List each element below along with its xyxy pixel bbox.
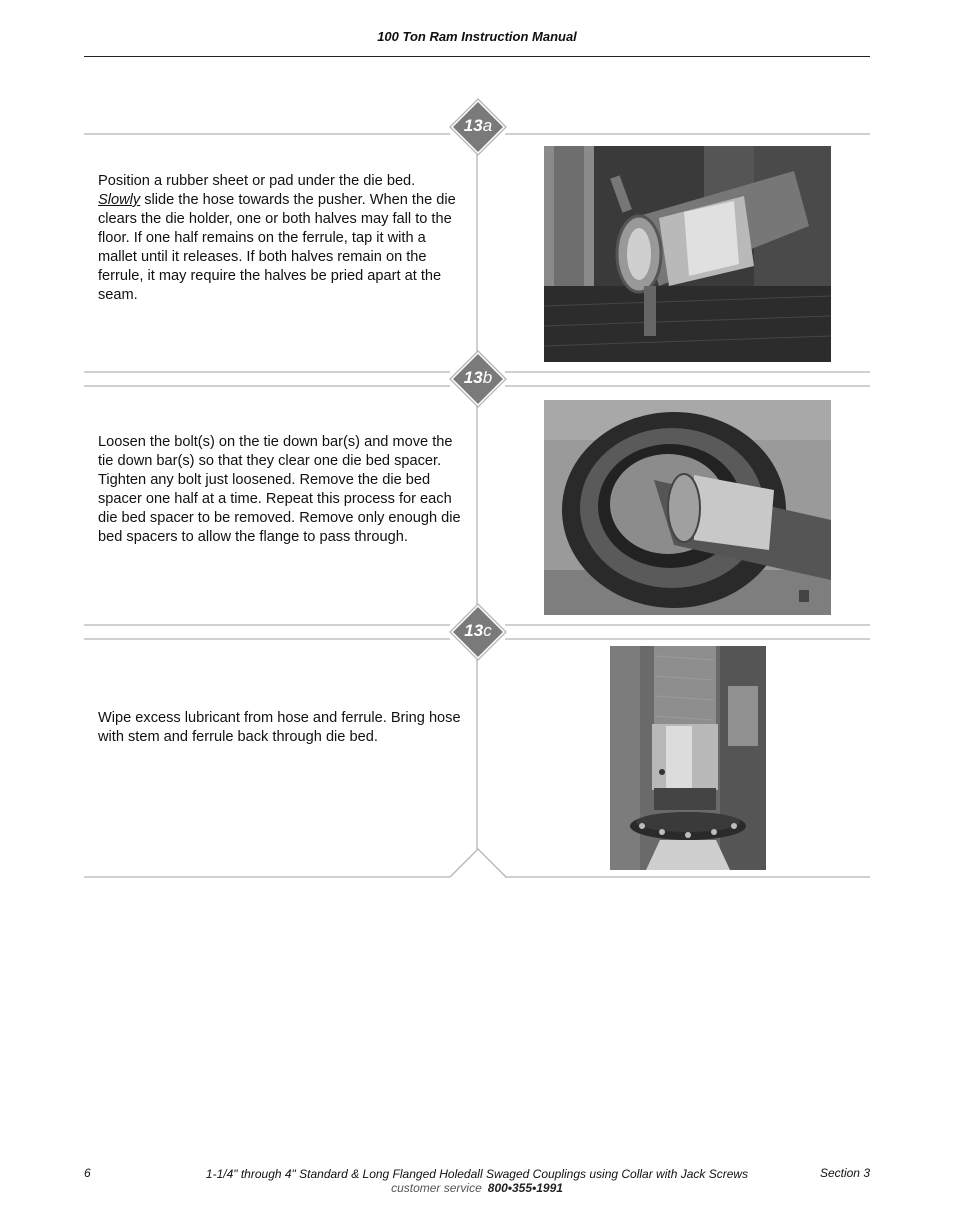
manual-title: 100 Ton Ram Instruction Manual	[377, 29, 577, 44]
step-label-13a: 13a	[463, 116, 493, 135]
footer-title: 1-1/4" through 4" Standard & Long Flanged Holedall Swaged Couplings using Collar with Jack Screws	[205, 1167, 749, 1181]
section-label: Section 3	[819, 1166, 870, 1180]
customer-service-label: customer service	[391, 1181, 482, 1195]
hose-in-die-photo	[544, 146, 831, 362]
step-13a-text: Position a rubber sheet or pad under the die bed. Slowly slide the hose towards the pusher. When the die clears the die holder, one or both halves may fall to the floor. If one half remains on the ferrule, tap it with a mallet until it releases. If both halves remain on the ferrule, it may require the halves be pried apart at the seam.	[98, 173, 456, 303]
step-13c-text: Wipe excess lubricant from hose and ferrule. Bring hose with stem and ferrule back through die bed.	[98, 710, 461, 745]
die-bed-spacer-photo	[544, 400, 831, 615]
step-label-13b: 13b	[463, 368, 493, 387]
page-number: 6	[84, 1166, 91, 1180]
hose-with-flange-photo	[610, 646, 766, 870]
step-label-13c: 13c	[464, 621, 492, 640]
phone-number: 800•355•1991	[487, 1181, 563, 1195]
step-13b-text: Loosen the bolt(s) on the tie down bar(s) and move the tie down bar(s) so that they clear one die bed spacer. Tighten any bolt just loosened. Remove the die bed spacer one half at a time. Repeat this process for each die bed spacer to be removed. Remove only enough die bed spacers to allow the flange to pass through.	[98, 434, 461, 545]
customer-service-line	[0, 1181, 954, 1195]
